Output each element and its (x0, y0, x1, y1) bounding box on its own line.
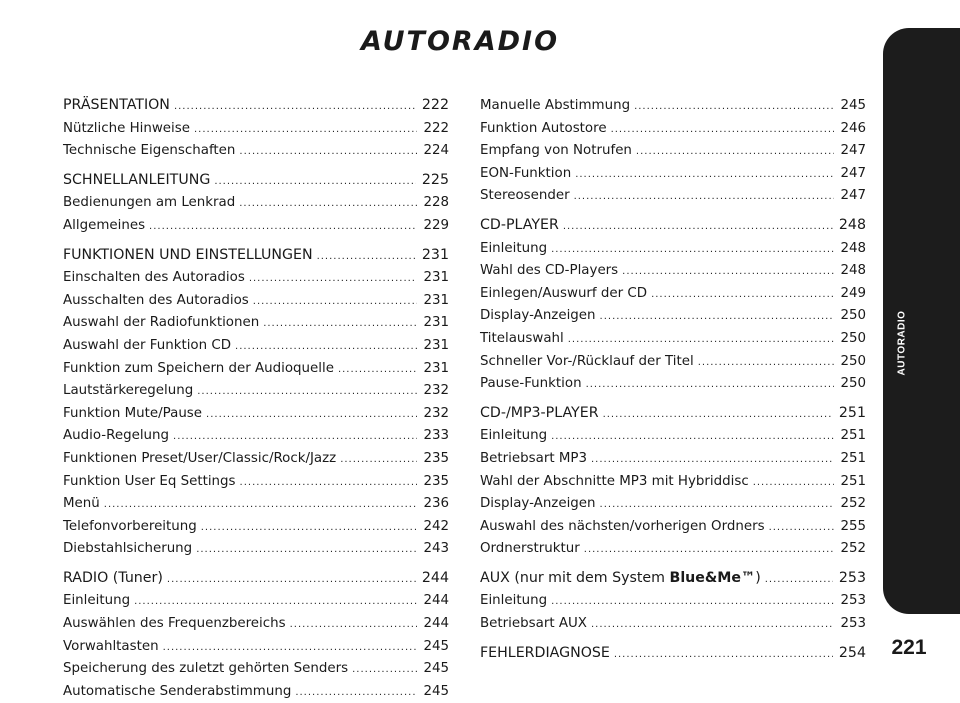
toc-entry-label-text: CD-PLAYER (480, 216, 559, 233)
toc-entry-label-text: Telefonvorbereitung (63, 518, 197, 534)
toc-entry-label (63, 516, 197, 538)
toc-dot-leader (636, 141, 835, 163)
toc-entry-label-text: Display-Anzeigen (480, 496, 596, 512)
toc-entry-page: 231 (423, 270, 449, 286)
toc-entry-label (480, 516, 765, 538)
toc-entry-label (63, 118, 190, 140)
toc-entry-label-text: Display-Anzeigen (480, 308, 596, 324)
toc-entry-label-text: Automatische Senderabstimmung (63, 683, 292, 699)
toc-dot-leader (163, 637, 418, 659)
toc-entry[interactable] (63, 568, 449, 591)
toc-entry[interactable] (480, 305, 866, 328)
toc-dot-leader (149, 216, 417, 238)
toc-entry-label-text: CD-/MP3-PLAYER (480, 404, 599, 421)
toc-entry[interactable] (480, 538, 866, 561)
toc-dot-leader (134, 591, 417, 613)
toc-entry-label (63, 335, 231, 357)
toc-entry[interactable] (480, 448, 866, 471)
toc-entry-page: 231 (423, 315, 449, 331)
toc-entry-page: 222 (423, 120, 449, 136)
toc-entry-page: 233 (423, 428, 449, 444)
toc-entry-label-text: PRÄSENTATION (63, 97, 170, 113)
toc-dot-leader (295, 682, 417, 703)
toc-entry-label (63, 95, 170, 117)
toc-entry-label (480, 538, 580, 560)
toc-entry[interactable] (63, 290, 449, 313)
toc-entry-label-text: Speicherung des zuletzt gehörten Senders (63, 661, 349, 677)
toc-entry-label (63, 312, 259, 334)
toc-entry[interactable] (480, 238, 866, 261)
toc-entry-label (480, 590, 547, 612)
toc-entry-label (480, 185, 570, 207)
toc-entry-page: 251 (840, 428, 866, 444)
toc-entry[interactable] (480, 118, 866, 141)
toc-entry-label (63, 215, 145, 237)
toc-entry[interactable] (63, 140, 449, 163)
toc-left-column (63, 95, 449, 703)
toc-dot-leader (634, 96, 834, 118)
toc-entry-label-bold: Blue&Me™ (669, 569, 756, 586)
toc-dot-leader (235, 336, 417, 358)
toc-entry[interactable] (480, 493, 866, 516)
toc-entry-page: 245 (423, 638, 449, 654)
toc-entry-label (63, 636, 159, 658)
toc-dot-leader (611, 119, 835, 141)
toc-entry[interactable] (480, 373, 866, 396)
toc-entry[interactable] (63, 312, 449, 335)
toc-dot-leader (574, 186, 835, 208)
toc-entry-label-text: Einleitung (480, 240, 548, 256)
toc-entry-label (480, 613, 587, 635)
toc-dot-leader (206, 404, 417, 426)
toc-entry-label (63, 538, 192, 560)
toc-entry-label (63, 471, 236, 493)
toc-entry-label (480, 568, 761, 590)
toc-entry[interactable] (480, 215, 866, 238)
toc-entry-label (480, 140, 632, 162)
toc-entry-label-text: Menü (63, 496, 100, 512)
toc-entry-label (480, 373, 582, 395)
toc-entry-label (63, 290, 249, 312)
toc-entry-page: 250 (840, 376, 866, 392)
toc-entry[interactable] (480, 260, 866, 283)
toc-dot-leader (584, 539, 835, 561)
toc-entry-page: 250 (840, 330, 866, 346)
toc-entry-label (63, 380, 193, 402)
toc-entry-page: 244 (421, 569, 449, 586)
toc-entry[interactable] (63, 471, 449, 494)
toc-entry-label-text: Schneller Vor-/Rücklauf der Titel (480, 353, 694, 369)
toc-entry-page: 245 (840, 98, 866, 113)
toc-dot-leader (575, 164, 834, 186)
toc-dot-leader (591, 449, 834, 471)
toc-entry-label-text: Auswahl der Radiofunktionen (63, 315, 260, 331)
toc-entry-page: 249 (840, 285, 866, 301)
toc-entry[interactable] (63, 170, 449, 193)
toc-entry-label-text: Funktion User Eq Settings (63, 473, 236, 489)
toc-entry-label-text: Wahl der Abschnitte MP3 mit Hybriddisc (480, 473, 749, 489)
toc-entry[interactable] (63, 95, 449, 118)
toc-dot-leader (551, 591, 834, 613)
toc-dot-leader (563, 216, 833, 238)
toc-entry-page: 248 (838, 216, 866, 233)
toc-entry-page: 253 (838, 569, 866, 586)
toc-dot-leader (600, 494, 835, 516)
toc-entry-label-text: Auswählen des Frequenzbereichs (63, 616, 286, 632)
toc-entry-label (480, 283, 647, 305)
toc-entry-label (63, 568, 163, 590)
toc-entry-label (63, 267, 245, 289)
toc-entry-label-text: Funktionen Preset/User/Classic/Rock/Jazz (63, 450, 337, 466)
toc-entry-label-text: Einschalten des Autoradios (63, 270, 245, 286)
page-title: AUTORADIO (360, 26, 560, 57)
toc-entry[interactable] (63, 267, 449, 290)
toc-entry-page: 252 (840, 496, 866, 512)
toc-entry-label-text: FUNKTIONEN UND EINSTELLUNGEN (63, 246, 313, 263)
toc-entry-page: 255 (840, 518, 866, 534)
toc-dot-leader (591, 614, 834, 636)
toc-dot-leader (338, 359, 417, 381)
toc-entry-label-text: Betriebsart AUX (480, 616, 587, 632)
toc-entry-page: 253 (840, 593, 866, 609)
toc-entry[interactable] (480, 471, 866, 494)
toc-entry[interactable] (480, 516, 866, 539)
toc-dot-leader (568, 329, 835, 351)
toc-entry-page: 235 (423, 450, 449, 466)
toc-entry-page: 245 (423, 683, 449, 699)
toc-entry-page: 245 (423, 661, 449, 677)
toc-dot-leader (586, 374, 835, 396)
toc-entry-page: 244 (423, 593, 449, 609)
toc-dot-leader (769, 517, 835, 539)
toc-entry-page: 231 (423, 337, 449, 353)
toc-entry-label-text: Technische Eigenschaften (63, 143, 236, 159)
toc-entry-label (63, 358, 334, 380)
toc-entry[interactable] (480, 283, 866, 306)
toc-entry-label-text: Lautstärkeregelung (63, 383, 194, 399)
toc-dot-leader (239, 141, 417, 163)
toc-dot-leader (290, 614, 418, 636)
toc-entry-label (480, 493, 596, 515)
toc-entry-page: 228 (423, 195, 449, 211)
toc-entry-label-text: Nützliche Hinweise (63, 120, 190, 136)
toc-dot-leader (214, 171, 416, 193)
page-number: 221 (891, 636, 927, 659)
toc-entry-page: 231 (421, 246, 449, 263)
toc-entry-page: 242 (423, 518, 449, 534)
toc-entry-label-text: Pause-Funktion (480, 376, 582, 392)
toc-entry[interactable] (480, 351, 866, 374)
toc-entry-label (63, 493, 100, 515)
toc-entry-label (480, 163, 571, 185)
toc-entry-label-text: Titelauswahl (480, 330, 564, 346)
toc-entry-page: 225 (421, 171, 449, 188)
toc-entry[interactable] (63, 118, 449, 141)
toc-entry-label-text: Einleitung (63, 593, 131, 609)
toc-entry-label (63, 192, 235, 214)
toc-entry-page: 231 (423, 360, 449, 376)
toc-entry-page: 247 (840, 188, 866, 204)
toc-entry-label-text: Stereosender (480, 188, 570, 204)
toc-entry-page: 224 (423, 143, 449, 159)
toc-entry-page: 231 (423, 292, 449, 308)
toc-entry-label-text: Betriebsart MP3 (480, 450, 587, 466)
toc-right-column (480, 95, 866, 665)
toc-entry-label (63, 590, 130, 612)
toc-entry[interactable] (63, 516, 449, 539)
toc-entry-label (63, 245, 313, 267)
toc-entry-label (480, 471, 749, 493)
toc-dot-leader (174, 96, 416, 118)
toc-entry[interactable] (63, 335, 449, 358)
toc-entry-label (63, 613, 286, 635)
toc-entry[interactable] (63, 658, 449, 681)
toc-entry[interactable] (480, 95, 866, 118)
toc-entry-page: 248 (840, 240, 866, 256)
toc-entry[interactable] (63, 380, 449, 403)
toc-entry-label-text: FEHLERDIAGNOSE (480, 644, 610, 661)
toc-entry-page: 252 (840, 541, 866, 557)
chapter-tab (883, 28, 960, 614)
toc-entry-page: 254 (838, 644, 866, 661)
toc-dot-leader (340, 449, 417, 471)
toc-entry-label-text: Einlegen/Auswurf der CD (480, 285, 648, 301)
toc-dot-leader (249, 268, 418, 290)
toc-dot-leader (197, 381, 417, 403)
toc-entry-label (480, 238, 547, 260)
toc-entry[interactable] (63, 681, 449, 703)
toc-entry-label-suffix: ) (755, 569, 761, 586)
toc-entry-page: 247 (840, 143, 866, 159)
toc-entry-page: 250 (840, 308, 866, 324)
toc-entry-label-text: Funktion Autostore (480, 120, 607, 136)
toc-entry-page: 222 (421, 97, 449, 113)
toc-entry-page: 243 (423, 541, 449, 557)
toc-entry[interactable] (480, 328, 866, 351)
toc-dot-leader (651, 284, 834, 306)
toc-dot-leader (765, 569, 833, 591)
toc-dot-leader (201, 517, 418, 539)
toc-entry[interactable] (480, 613, 866, 636)
toc-entry-label (480, 260, 618, 282)
toc-entry[interactable] (480, 590, 866, 613)
toc-entry[interactable] (63, 493, 449, 516)
toc-entry-label (480, 351, 694, 373)
toc-entry-label (480, 643, 610, 665)
toc-entry[interactable] (63, 636, 449, 659)
toc-entry[interactable] (63, 245, 449, 268)
toc-entry-label-text: Audio-Regelung (63, 428, 170, 444)
toc-dot-leader (352, 659, 417, 681)
toc-entry[interactable] (63, 613, 449, 636)
toc-entry[interactable] (63, 425, 449, 448)
toc-dot-leader (253, 291, 418, 313)
toc-dot-leader (240, 472, 418, 494)
toc-entry[interactable] (63, 590, 449, 613)
toc-entry[interactable] (63, 192, 449, 215)
toc-entry-label-text: Empfang von Notrufen (480, 143, 632, 159)
toc-entry-label-text: Wahl des CD-Players (480, 263, 619, 279)
toc-entry[interactable] (480, 140, 866, 163)
toc-entry-page: 248 (840, 263, 866, 279)
toc-entry-label-text: Funktion zum Speichern der Audioquelle (63, 360, 334, 376)
chapter-tab-label: AUTORADIO (896, 310, 908, 376)
toc-entry-label (63, 140, 235, 162)
toc-entry-page: 246 (840, 120, 866, 136)
toc-entry-label-text: Auswahl der Funktion CD (63, 337, 232, 353)
toc-entry-page: 232 (423, 383, 449, 399)
toc-entry-label-text: Auswahl des nächsten/vorherigen Ordners (480, 518, 765, 534)
toc-entry-label-text: Funktion Mute/Pause (63, 405, 203, 421)
toc-entry-label (480, 448, 587, 470)
toc-entry[interactable] (63, 358, 449, 381)
toc-entry-page: 250 (840, 353, 866, 369)
toc-dot-leader (263, 313, 417, 335)
toc-entry-label-text: EON-Funktion (480, 165, 572, 181)
toc-dot-leader (551, 426, 834, 448)
toc-entry-page: 253 (840, 616, 866, 632)
toc-entry[interactable] (480, 403, 866, 426)
toc-entry-label-text: Ausschalten des Autoradios (63, 292, 249, 308)
toc-entry[interactable] (63, 215, 449, 238)
toc-dot-leader (753, 472, 835, 494)
toc-entry-label-text: AUX (nur mit dem System (480, 569, 670, 586)
toc-entry-page: 251 (840, 473, 866, 489)
toc-dot-leader (614, 644, 833, 666)
toc-entry-label-text: RADIO (Tuner) (63, 569, 163, 586)
toc-entry-label (63, 170, 210, 192)
toc-entry-label (63, 403, 202, 425)
toc-entry-label (480, 403, 599, 425)
toc-entry-label (63, 681, 291, 703)
toc-entry[interactable] (480, 425, 866, 448)
toc-dot-leader (167, 569, 416, 591)
toc-entry[interactable] (63, 448, 449, 471)
toc-entry-label (480, 425, 547, 447)
toc-dot-leader (104, 494, 418, 516)
toc-entry[interactable] (63, 538, 449, 561)
toc-entry-label-text: Vorwahltasten (63, 638, 159, 654)
toc-entry-label (480, 305, 596, 327)
toc-dot-leader (194, 119, 417, 141)
toc-dot-leader (622, 261, 834, 283)
toc-entry-page: 232 (423, 405, 449, 421)
toc-entry-page: 247 (840, 165, 866, 181)
toc-dot-leader (196, 539, 417, 561)
toc-entry-page: 251 (840, 450, 866, 466)
toc-dot-leader (698, 352, 835, 374)
toc-entry-label (480, 215, 559, 237)
toc-entry[interactable] (480, 185, 866, 208)
toc-entry-page: 229 (423, 217, 449, 233)
toc-entry-page: 251 (838, 404, 866, 421)
toc-entry-label-text: Einleitung (480, 593, 548, 609)
toc-entry-label (63, 425, 169, 447)
toc-dot-leader (317, 246, 416, 268)
toc-entry-page: 235 (423, 473, 449, 489)
toc-entry-label (63, 448, 336, 470)
toc-dot-leader (173, 426, 417, 448)
toc-entry-label (480, 95, 630, 117)
toc-entry-label-text: Ordnerstruktur (480, 541, 580, 557)
toc-entry-label-text: Diebstahlsicherung (63, 541, 193, 557)
toc-dot-leader (551, 239, 834, 261)
toc-entry-label-text: SCHNELLANLEITUNG (63, 171, 211, 188)
toc-entry-label-text: Bedienungen am Lenkrad (63, 195, 236, 211)
toc-entry-page: 236 (423, 496, 449, 512)
toc-entry-label-text: Manuelle Abstimmung (480, 98, 631, 113)
toc-entry-label (480, 328, 564, 350)
toc-entry-label-text: Allgemeines (63, 217, 146, 233)
toc-dot-leader (603, 404, 833, 426)
toc-entry-label-text: Einleitung (480, 428, 548, 444)
toc-entry-label (480, 118, 607, 140)
toc-entry[interactable] (480, 163, 866, 186)
toc-entry[interactable] (480, 568, 866, 591)
toc-entry[interactable] (63, 403, 449, 426)
toc-dot-leader (239, 193, 417, 215)
toc-entry-page: 244 (423, 616, 449, 632)
toc-entry[interactable] (480, 643, 866, 666)
toc-dot-leader (600, 306, 835, 328)
